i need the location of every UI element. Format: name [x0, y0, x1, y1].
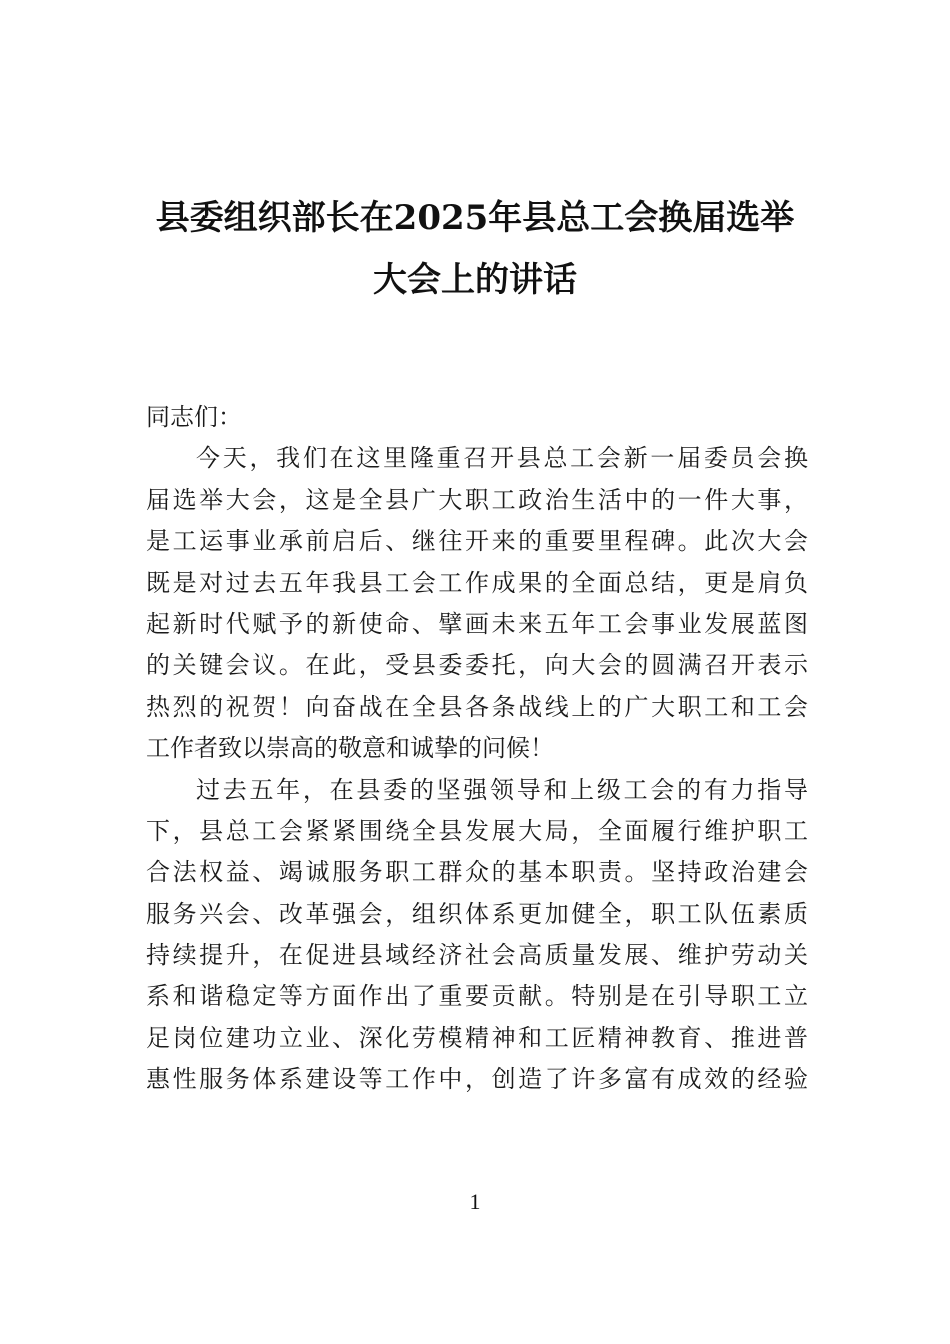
title-line-1: 县委组织部长在2025年县总工会换届选举 [155, 198, 795, 238]
paragraph-1-line: 热烈的祝贺！向奋战在全县各条战线上的广大职工和工会 [146, 692, 808, 721]
page-number: 1 [469, 1189, 481, 1214]
title-line-2: 大会上的讲话 [373, 260, 577, 300]
salutation: 同志们： [146, 403, 242, 431]
paragraph-2-line: 服务兴会、改革强会，组织体系更加健全，职工队伍素质 [146, 899, 808, 928]
paragraph-1-line: 是工运事业承前启后、继往开来的重要里程碑。此次大会 [146, 527, 808, 556]
paragraph-2 [146, 770, 808, 1101]
paragraph-2-line: 过去五年，在县委的坚强领导和上级工会的有力指导 [196, 775, 808, 804]
paragraph-2-line: 惠性服务体系建设等工作中，创造了许多富有成效的经验 [146, 1065, 808, 1094]
paragraph-1 [146, 438, 808, 769]
paragraph-1-line: 届选举大会，这是全县广大职工政治生活中的一件大事， [146, 485, 808, 514]
document-body [146, 397, 808, 1101]
paragraph-2-line: 足岗位建功立业、深化劳模精神和工匠精神教育、推进普 [146, 1023, 808, 1052]
paragraph-2-line: 下，县总工会紧紧围绕全县发展大局，全面履行维护职工 [146, 816, 808, 845]
paragraph-2-line: 系和谐稳定等方面作出了重要贡献。特别是在引导职工立 [146, 982, 808, 1011]
paragraph-1-line: 的关键会议。在此，受县委委托，向大会的圆满召开表示 [146, 651, 808, 680]
paragraph-1-line: 既是对过去五年我县工会工作成果的全面总结，更是肩负 [146, 568, 808, 597]
document-title [120, 187, 830, 311]
paragraph-1-line: 今天，我们在这里隆重召开县总工会新一届委员会换 [196, 444, 808, 473]
paragraph-2-line: 持续提升，在促进县域经济社会高质量发展、维护劳动关 [146, 941, 808, 970]
paragraph-1-line: 起新时代赋予的新使命、擘画未来五年工会事业发展蓝图 [146, 609, 808, 638]
paragraph-2-line: 合法权益、竭诚服务职工群众的基本职责。坚持政治建会 [146, 858, 808, 887]
paragraph-1-line: 工作者致以崇高的敬意和诚挚的问候！ [146, 734, 554, 763]
